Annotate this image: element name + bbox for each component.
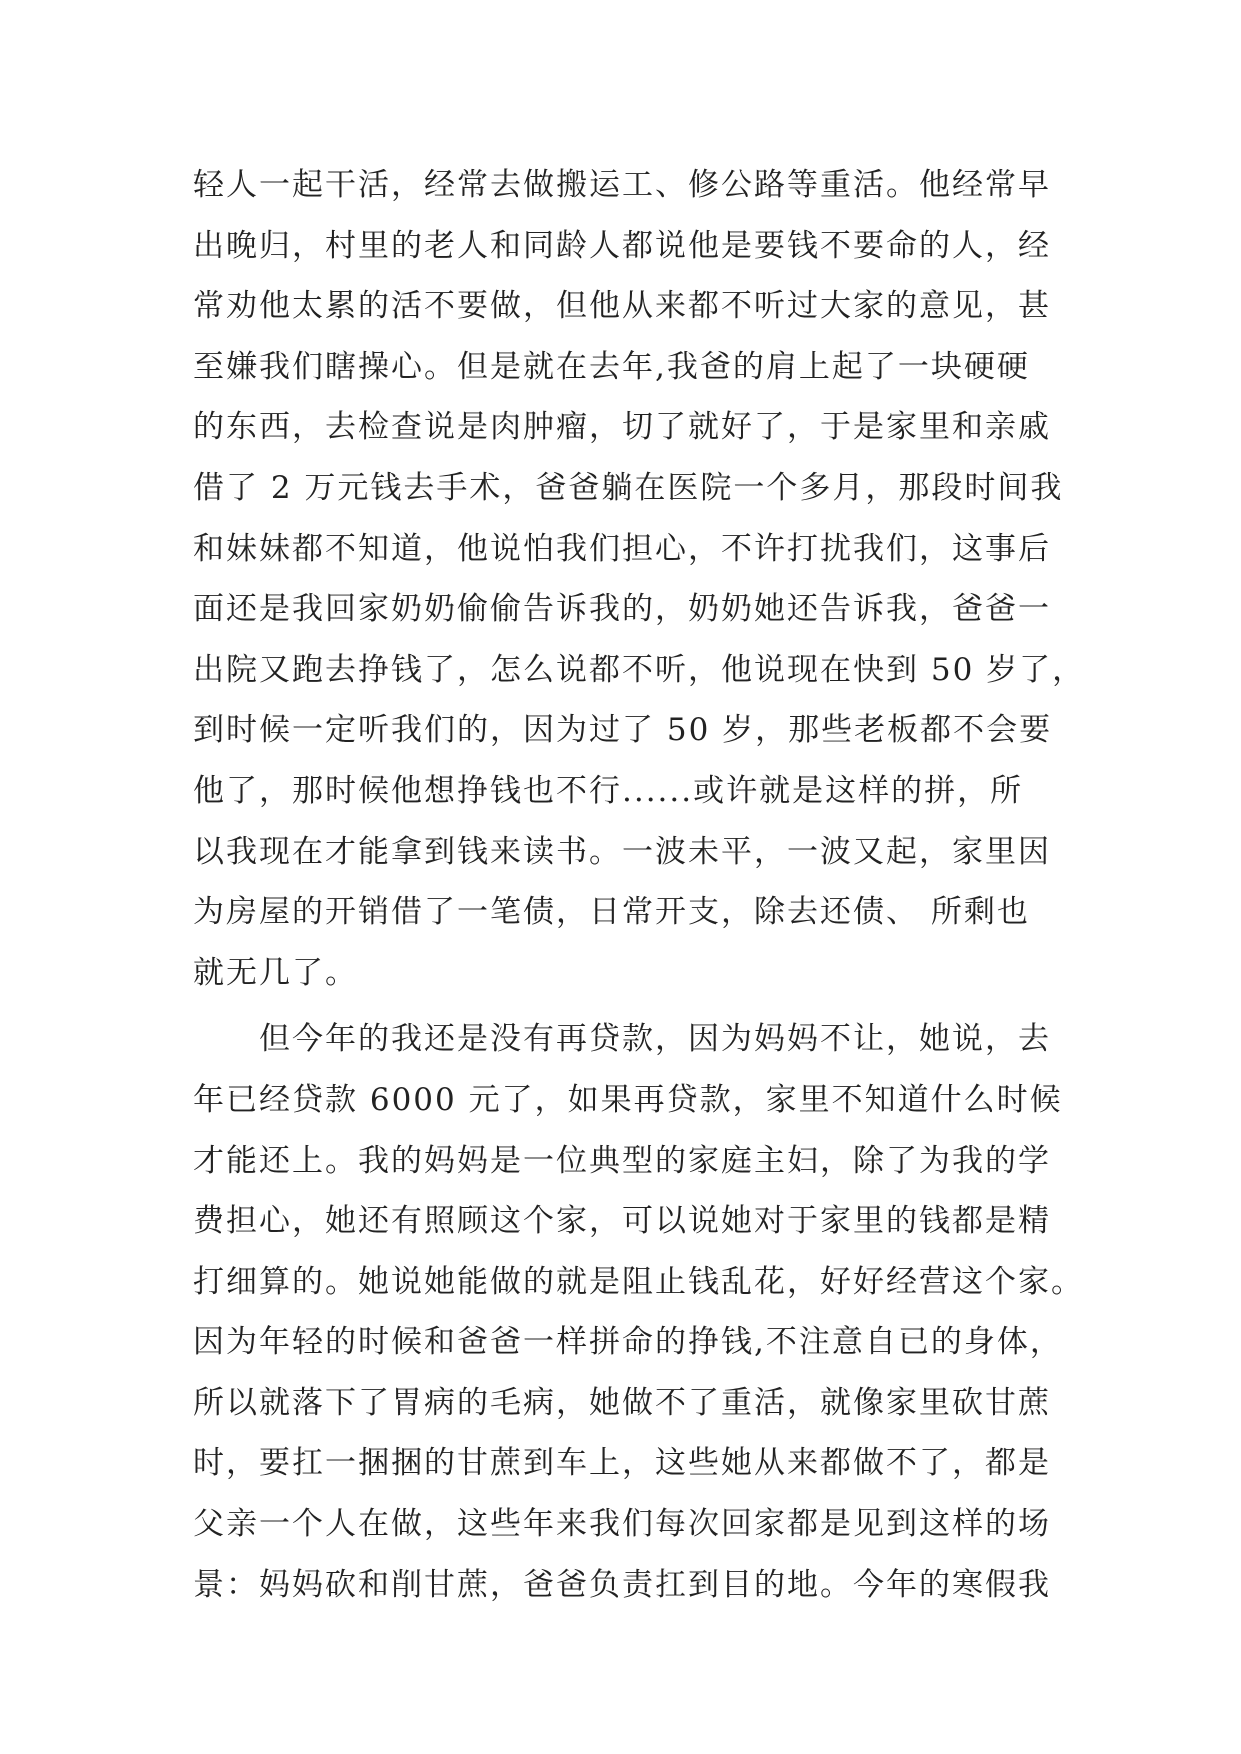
text-line: 年已经贷款 6000 元了，如果再贷款，家里不知道什么时候 — [193, 1081, 1063, 1118]
text-line: 出晚归，村里的老人和同龄人都说他是要钱不要命的人，经 — [193, 227, 1051, 264]
paragraph — [193, 155, 1086, 1003]
text-line: 打细算的。她说她能做的就是阻止钱乱花，好好经营这个家。 — [193, 1263, 1084, 1300]
text-line: 为房屋的开销借了一笔债，日常开支，除去还债、 所剩也 — [193, 894, 1030, 931]
text-line: 轻人一起干活，经常去做搬运工、修公路等重活。他经常早 — [193, 167, 1051, 203]
text-line: 景：妈妈砍和削甘蔗，爸爸负责扛到目的地。今年的寒假我 — [193, 1566, 1051, 1603]
text-line: 至嫌我们瞎操心。但是就在去年,我爸的肩上起了一块硬硬 — [193, 348, 1030, 385]
text-line: 父亲一个人在做，这些年来我们每次回家都是见到这样的场 — [193, 1506, 1051, 1543]
text-line: 和妹妹都不知道，他说怕我们担心，不许打扰我们，这事后 — [193, 530, 1051, 567]
text-line: 借了 2 万元钱去手术，爸爸躺在医院一个多月，那段时间我 — [193, 469, 1064, 506]
text-line: 费担心，她还有照顾这个家，可以说她对于家里的钱都是精 — [193, 1203, 1051, 1240]
paragraph — [193, 1009, 1084, 1615]
text-line: 到时候一定听我们的，因为过了 50 岁，那些老板都不会要 — [193, 712, 1053, 749]
text-line: 常劝他太累的活不要做，但他从来都不听过大家的意见，甚 — [193, 288, 1051, 325]
text-line: 以我现在才能拿到钱来读书。一波未平，一波又起，家里因 — [193, 833, 1051, 870]
text-line: 但今年的我还是没有再贷款，因为妈妈不让，她说，去 — [259, 1021, 1051, 1058]
text-line: 他了，那时候他想挣钱也不行......或许就是这样的拼，所 — [193, 772, 1024, 809]
text-line: 面还是我回家奶奶偷偷告诉我的，奶奶她还告诉我，爸爸一 — [193, 591, 1051, 628]
text-line: 出院又跑去挣钱了，怎么说都不听，他说现在快到 50 岁了， — [193, 651, 1086, 688]
text-line: 时，要扛一捆捆的甘蔗到车上，这些她从来都做不了，都是 — [193, 1445, 1051, 1482]
text-line: 才能还上。我的妈妈是一位典型的家庭主妇，除了为我的学 — [193, 1142, 1051, 1179]
text-line: 的东西，去检查说是肉肿瘤，切了就好了，于是家里和亲戚 — [193, 409, 1051, 446]
text-line: 所以就落下了胃病的毛病，她做不了重活，就像家里砍甘蔗 — [193, 1384, 1051, 1421]
text-line: 因为年轻的时候和爸爸一样拼命的挣钱,不注意自已的身体， — [193, 1324, 1063, 1361]
document-body — [193, 155, 1086, 1615]
text-line: 就无几了。 — [193, 954, 358, 991]
